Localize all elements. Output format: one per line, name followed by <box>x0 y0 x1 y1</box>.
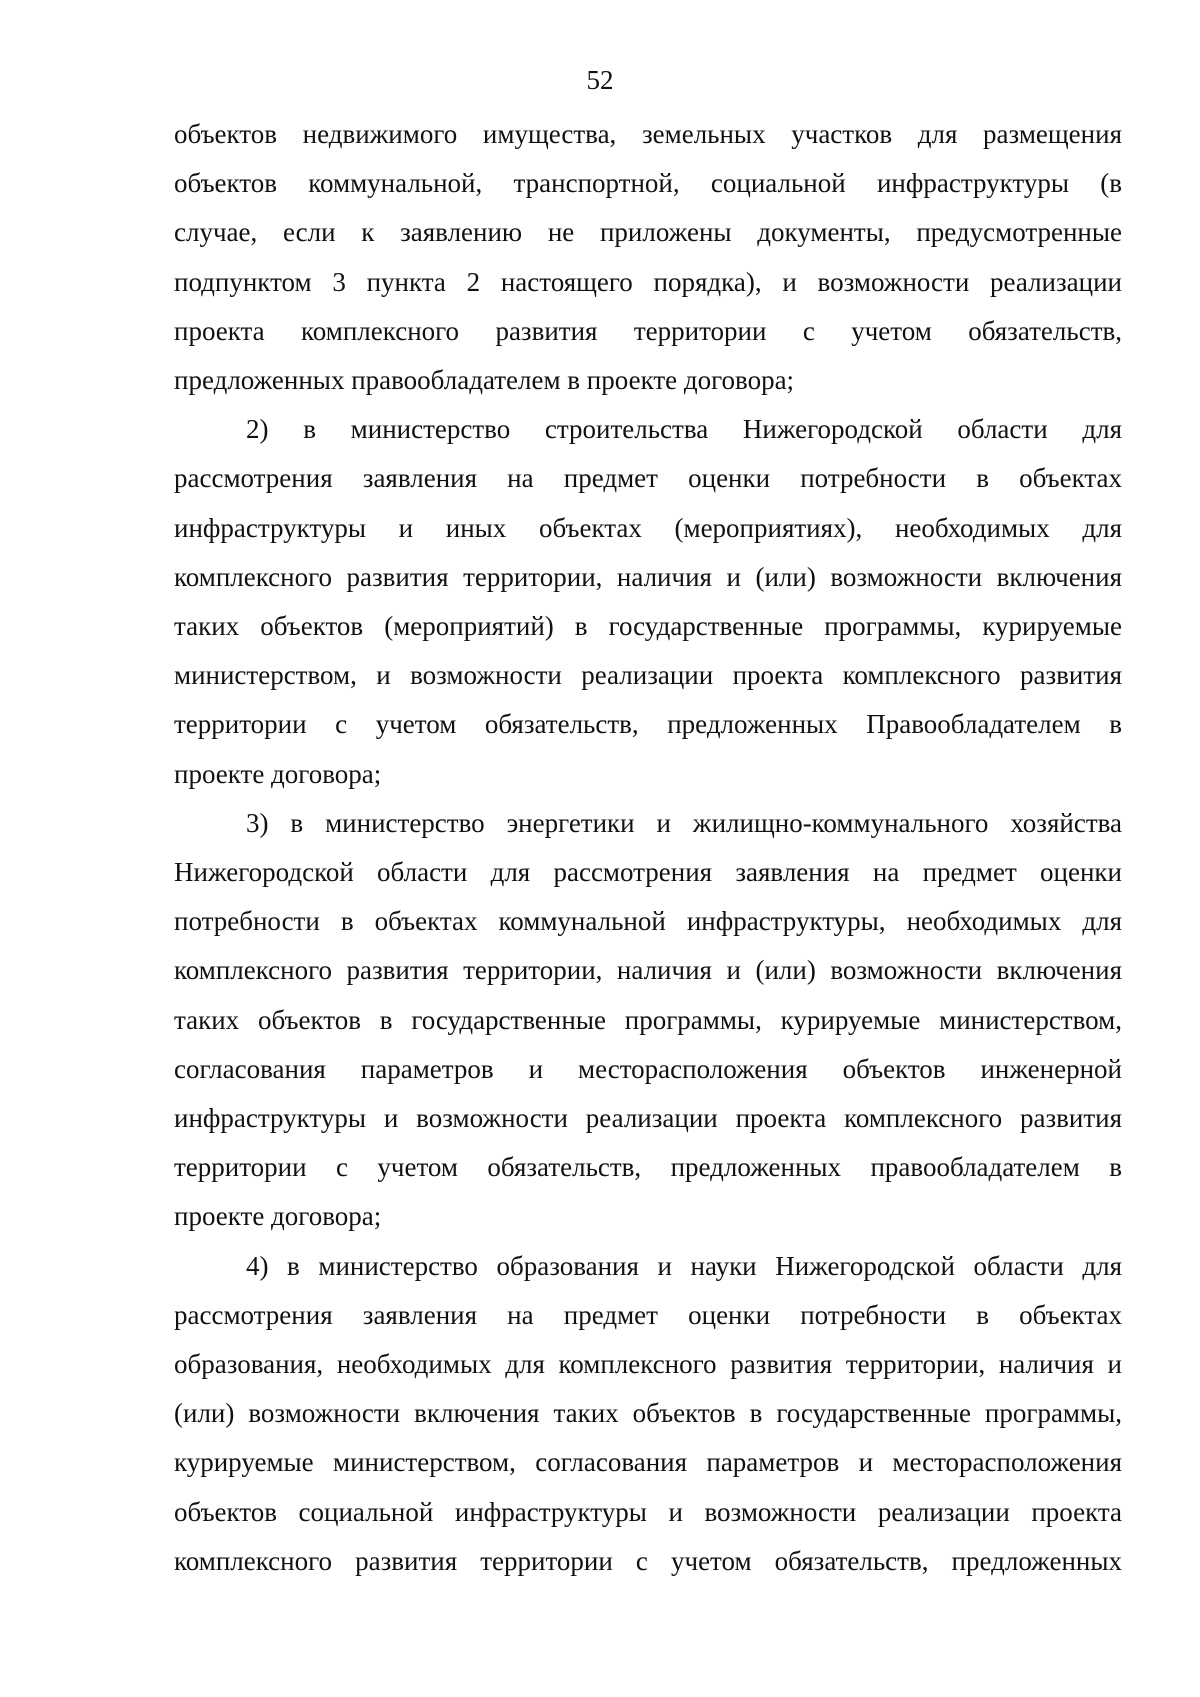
text-line: согласования параметров и месторасположения объектов инженерной <box>174 1053 1122 1084</box>
text-line: инфраструктуры и иных объектах (мероприятиях), необходимых для <box>174 512 1122 543</box>
document-body <box>174 110 1122 1586</box>
text-line: инфраструктуры и возможности реализации проекта комплексного развития <box>174 1103 1122 1134</box>
text-line: комплексного развития территории, наличия и (или) возможности включения <box>174 561 1122 592</box>
text-line: проекте договора; <box>174 758 382 789</box>
text-line: курируемые министерством, согласования параметров и месторасположения <box>174 1447 1122 1478</box>
text-line: территории с учетом обязательств, предложенных Правообладателем в <box>174 709 1122 740</box>
paragraph-continuation <box>174 110 1122 405</box>
text-line: образования, необходимых для комплексного развития территории, наличия и <box>174 1349 1122 1380</box>
text-line: проекта комплексного развития территории с учетом обязательств, <box>174 315 1122 346</box>
text-line: случае, если к заявлению не приложены документы, предусмотренные <box>174 217 1122 248</box>
text-line: 4) в министерство образования и науки Нижегородской области для <box>246 1250 1122 1281</box>
text-line: рассмотрения заявления на предмет оценки потребности в объектах <box>174 463 1122 494</box>
text-line: (или) возможности включения таких объектов в государственные программы, <box>174 1398 1122 1429</box>
text-line: проекте договора; <box>174 1201 382 1232</box>
text-line: комплексного развития территории с учетом обязательств, предложенных <box>174 1545 1122 1576</box>
text-line: территории с учетом обязательств, предложенных правообладателем в <box>174 1152 1122 1183</box>
text-line: подпунктом 3 пункта 2 настоящего порядка), и возможности реализации <box>174 266 1122 297</box>
text-line: таких объектов (мероприятий) в государственные программы, курируемые <box>174 611 1122 642</box>
text-line: рассмотрения заявления на предмет оценки потребности в объектах <box>174 1299 1122 1330</box>
text-line: объектов недвижимого имущества, земельных участков для размещения <box>174 119 1122 149</box>
text-line: 2) в министерство строительства Нижегородской области для <box>246 414 1122 445</box>
text-line: комплексного развития территории, наличия и (или) возможности включения <box>174 955 1122 986</box>
text-line: объектов социальной инфраструктуры и возможности реализации проекта <box>174 1496 1122 1527</box>
paragraph-item-4 <box>174 1242 1122 1586</box>
text-line: таких объектов в государственные программы, курируемые министерством, <box>174 1004 1122 1035</box>
text-line: Нижегородской области для рассмотрения заявления на предмет оценки <box>174 857 1122 888</box>
text-line: потребности в объектах коммунальной инфраструктуры, необходимых для <box>174 906 1122 937</box>
text-line: предложенных правообладателем в проекте договора; <box>174 365 795 396</box>
paragraph-item-2 <box>174 405 1122 799</box>
page-number: 52 <box>586 65 614 95</box>
text-line: министерством, и возможности реализации проекта комплексного развития <box>174 660 1122 691</box>
text-line: объектов коммунальной, транспортной, социальной инфраструктуры (в <box>174 168 1122 199</box>
text-line: 3) в министерство энергетики и жилищно-коммунального хозяйства <box>246 807 1122 838</box>
paragraph-item-3 <box>174 799 1122 1242</box>
